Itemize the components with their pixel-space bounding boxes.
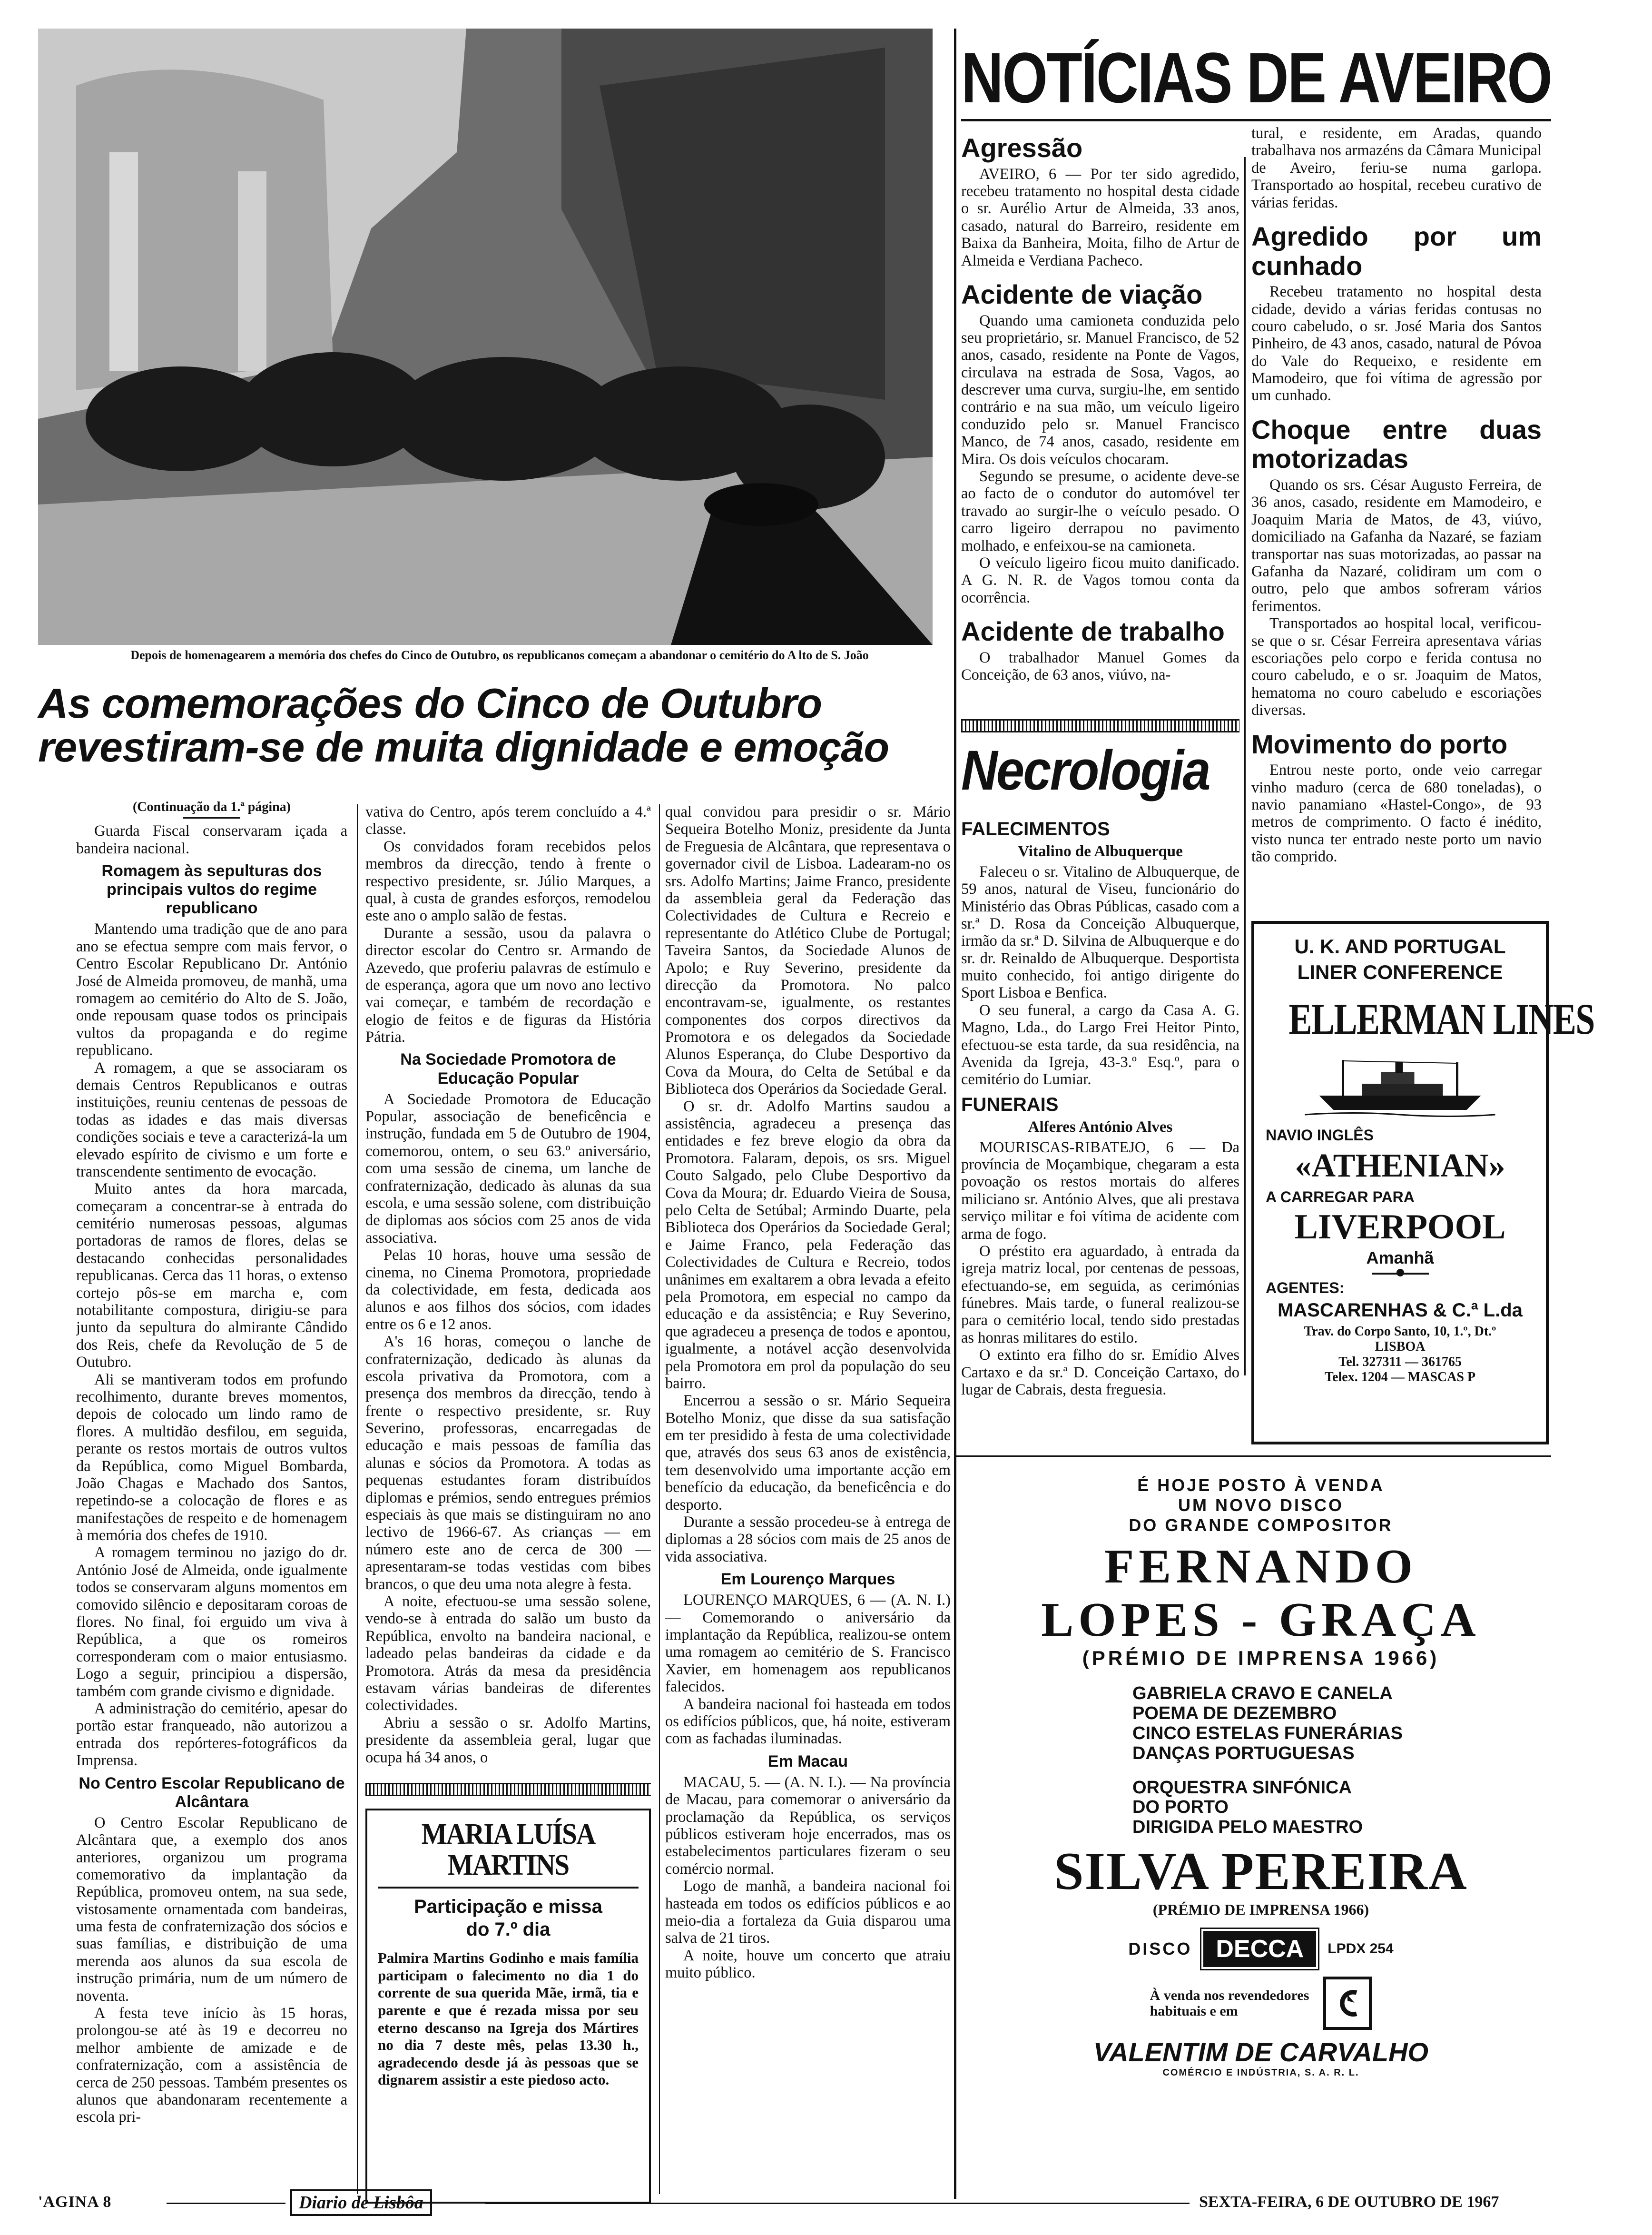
aveiro-col-2 xyxy=(1251,125,1542,905)
col2-heading-promotora: Na Sociedade Promotora de Educação Popular xyxy=(400,1050,616,1088)
paragraph: A noite, houve um concerto que atraiu muito público. xyxy=(665,1947,951,1982)
disco-ad xyxy=(971,1475,1551,2142)
footer-rule-right xyxy=(485,2203,1190,2204)
paragraph: vativa do Centro, após terem concluído a 4.ª classe. xyxy=(365,803,651,838)
headline-line-2: revestiram-se de muita dignidade e emoção xyxy=(38,723,889,771)
col1-heading-alcantara: No Centro Escolar Republicano de Alcântara xyxy=(79,1774,345,1811)
ad-when: Amanhã xyxy=(1366,1248,1434,1268)
paragraph: Muito antes da hora marcada, começaram a concentrar-se à entrada do cemitério numerosas pessoas, algumas portadoras de ramos de flores, delas se destacando conhecidas personalidades republicanas. Cerca das 11 horas, o extenso cortejo pôs-se em marcha e, com notabilitante compostura, dirigiu-se para junto da sepultura do almirante Cândido dos Reis, chefe da Revolução de 5 de Outubro. xyxy=(76,1180,347,1371)
paragraph: Os convidados foram recebidos pelos membros da direcção, tendo à frente o respectivo presidente, sr. Júlio Marques, a qual, à custa de grandes esforços, remodelou este ano o amplo salão de festas. xyxy=(365,838,651,925)
aveiro-col-1 xyxy=(961,124,1239,728)
paragraph: Recebeu tratamento no hospital desta cidade, devido a várias feridas contusas no couro cabeludo, o sr. José Maria dos Santos Pinheiro, de 43 anos, casado, natural de Póvoa do Vale do Requeixo, e residente em Mamodeiro, que foi vítima de agressão por um cunhado. xyxy=(1251,283,1542,405)
main-story-col-3 xyxy=(665,803,951,2200)
footer-rule-left xyxy=(167,2203,285,2204)
paragraph: A romagem terminou no jazigo do dr. António José de Almeida, onde igualmente todos se conservaram alguns momentos em comovido silêncio e depositaram coroas de flores. No final, foi erguido um viva à República, a que os romeiros corresponderam com o maior entusiasmo. Logo a seguir, principiou a dispersão, também com grande civismo e dignidade. xyxy=(76,1544,347,1700)
work-item: DANÇAS PORTUGUESAS xyxy=(1132,1743,1355,1763)
paragraph: O seu funeral, a cargo da Casa A. G. Magno, Lda., do Largo Frei Heitor Pinto, efectuou-se esta tarde, da sua residência, na Avenida da Igreja, 43-3.º Esq.º, para o cemitério do Lumiar. xyxy=(961,1001,1239,1088)
ad-line-2: LINER CONFERENCE xyxy=(1297,961,1503,983)
paragraph: LOURENÇO MARQUES, 6 — (A. N. I.) — Comemorando o aniversário da implantação da República, realizou-se ontem uma romagem ao cemitério de S. Francisco Xavier, em homenagem aos republicanos falecidos. xyxy=(665,1592,951,1696)
column-rule xyxy=(659,804,660,2194)
composer-last: LOPES - GRAÇA xyxy=(1041,1593,1481,1647)
aveiro-head-agredido: Agredido por um cunhado xyxy=(1251,221,1542,281)
paragraph: A romagem, a que se associaram os demais Centros Republicanos e outras instituições, reuniu centenas de pessoas de todas as idades e das mais diversas condições sociais e teve a caracterizá-la um elevado espírito de civismo e um forte e transcendente sentimento de evocação. xyxy=(76,1059,347,1180)
paragraph: Quando uma camioneta conduzida pelo seu proprietário, sr. Manuel Francisco, de 52 anos, casado, residente na Ponte de Vagos, circulava na estrada de Sosa, Vagos, ao descrever uma curva, surgiu-lhe, em sentido contrário e na sua mão, um veículo ligeiro conduzido pelo sr. Manuel Francisco Manco, de 74 anos, casado, residente em Mira. Os dois veículos chocaram. xyxy=(961,312,1239,468)
paragraph: Segundo se presume, o acidente deve-se ao facto de o condutor do automóvel ter travado ao surgir-lhe o veículo pesado. O carro ligeiro derrapou no pavimento molhado, e enfeixou-se na camioneta. xyxy=(961,468,1239,554)
aveiro-head-acidente-viacao: Acidente de viação xyxy=(961,279,1203,309)
paragraph: Transportados ao hospital local, verificou-se que o sr. César Ferreira apresentava várias escoriações pelo corpo e ferida contusa no couro cabeludo, e o sr. Joaquim de Matos, hematoma no couro cabeludo e escoriações diversas. xyxy=(1251,615,1542,719)
paragraph: Pelas 10 horas, houve uma sessão de cinema, no Cinema Promotora, propriedade da colectividade, em festa, dedicada aos alunos e aos filhos dos sócios, com idades entre os 6 e 12 anos. xyxy=(365,1246,651,1333)
ad-line-1: U. K. AND PORTUGAL xyxy=(1294,935,1506,958)
paragraph: qual convidou para presidir o sr. Mário Sequeira Botelho Moniz, presidente da Junta de Freguesia de Alcântara, que representava o governador civil de Lisboa. Ladearam-no os srs. Adolfo Martins; Jaime Franco, presidente da assembleia geral da Federação das Colectividades de Cultura e Recreio e representante do Atlético Clube de Portugal; Taveira Santos, da Sociedade Alunos de Apolo; e Ruy Severino, presidente da direcção da Promotora. No palco encontravam-se, igualmente, os restantes componentes dos corpos directivos da Promotora e os delegados da Sociedade Alunos Esperança, do Clube Desportivo da Cova da Moura, do Celta de Setúbal e da Biblioteca dos Operários da Sociedade Geral. xyxy=(665,803,951,1098)
ad-ship-name: «ATHENIAN» xyxy=(1295,1147,1505,1184)
section-rule xyxy=(956,1455,1551,1457)
disco-line-3: DO GRANDE COMPOSITOR xyxy=(1129,1515,1393,1535)
composer-first: FERNANDO xyxy=(1104,1540,1417,1593)
aveiro-head-choque: Choque entre duas motorizadas xyxy=(1251,414,1542,474)
paragraph: Quando os srs. César Augusto Ferreira, de 36 anos, casado, residente em Mamodeiro, e Joaquim Maria de Matos, de 43, viúvo, domiciliado na Gafanha da Nazaré, se faziam transportar nas suas motorizadas, ao passar na Gafanha da Nazaré, colidiram um com o outro, pelo que ambos sofreram vários ferimentos. xyxy=(1251,476,1542,615)
orchestra xyxy=(1132,1778,1551,1838)
ellerman-ad xyxy=(1251,921,1594,1444)
ad-ship-label: NAVIO INGLÊS xyxy=(1266,1127,1374,1144)
col3-heading-macau: Em Macau xyxy=(767,1752,848,1770)
ad-telex: Telex. 1204 — MASCAS P xyxy=(1324,1370,1476,1385)
disco-label-row xyxy=(971,1931,1551,1967)
orchestra-line: DO PORTO xyxy=(1132,1797,1229,1818)
necrologia-name-1: Vitalino de Albuquerque xyxy=(1018,842,1183,860)
necrologia-body xyxy=(961,819,1239,1409)
obituary-name: MARIA LUÍSA MARTINS xyxy=(421,1818,595,1882)
aveiro-head-porto: Movimento do porto xyxy=(1251,729,1508,759)
main-photo xyxy=(38,29,933,645)
paragraph: O veículo ligeiro ficou muito danificado. A G. N. R. de Vagos tomou conta da ocorrência. xyxy=(961,554,1239,606)
main-story-col-1 xyxy=(76,800,347,2199)
continuation-note: (Continuação da 1.ª página) xyxy=(132,800,291,814)
hatch-rule xyxy=(961,712,1239,740)
aveiro-col2-intro: tural, e residente, em Aradas, quando trabalhava nos armazéns da Câmara Municipal de Aveiro, feriu-se numa garlopa. Transportado ao hospital, recebeu curativo de várias feridas. xyxy=(1251,125,1542,211)
column-rule xyxy=(1244,157,1246,1375)
paragraph: O extinto era filho do sr. Emídio Alves Cartaxo e da sr.ª D. Conceição Cartaxo, do lugar de Cabrais, desta freguesia. xyxy=(961,1346,1239,1399)
paragraph: A bandeira nacional foi hasteada em todos os edifícios públicos, que, há noite, estiveram com as fachadas iluminadas. xyxy=(665,1695,951,1748)
ad-brand: ELLERMAN LINES xyxy=(1288,995,1594,1043)
ad-tel: Tel. 327311 — 361765 xyxy=(1338,1355,1462,1370)
necrologia-funerais: FUNERAIS xyxy=(961,1094,1059,1115)
paragraph: AVEIRO, 6 — Por ter sido agredido, recebeu tratamento no hospital desta cidade o sr. Aurélio Artur de Almeida, 33 anos, casado, natural do Barreiro, residente em Baixa da Banheira, Moita, filho de Artur de Almeida e Verdiana Pacheco. xyxy=(961,165,1239,269)
paragraph: Mantendo uma tradição que de ano para ano se efectua sempre com mais fervor, o Centro Escolar Republicano Dr. António José de Almeida promoveu, de manhã, uma romagem ao cemitério do Alto de S. João, onde repousam quase todos os principais vultos da propaganda e do regime republicano. xyxy=(76,920,347,1059)
col3-heading-lourenco: Em Lourenço Marques xyxy=(720,1570,895,1589)
ad-divider-icon xyxy=(1372,1273,1429,1275)
section-rule xyxy=(954,29,956,2199)
headline-line-1: As comemorações do Cinco de Outubro xyxy=(38,680,822,727)
paragraph: O trabalhador Manuel Gomes da Conceição, de 63 anos, viúvo, na- xyxy=(961,649,1239,684)
ship-icon xyxy=(1280,1050,1520,1122)
store-subtitle: COMÉRCIO E INDÚSTRIA, S. A. R. L. xyxy=(1162,2067,1359,2078)
column-rule xyxy=(357,804,358,2194)
ad-destination: LIVERPOOL xyxy=(1294,1207,1506,1246)
paragraph: MOURISCAS-RIBATEJO, 6 — Da província de Moçambique, chegaram a esta povoação os restos mortais do alferes miliciano sr. António Alves, que ali prestava serviço militar e foi vítima de acidente com arma de fogo. xyxy=(961,1138,1239,1243)
orchestra-line: ORQUESTRA SINFÓNICA xyxy=(1132,1777,1352,1798)
necrologia-name-2: Alferes António Alves xyxy=(1028,1118,1173,1136)
paper-name: Diario de Lisbôa xyxy=(290,2189,432,2216)
sale-line-2: habituais e em xyxy=(1150,2003,1238,2019)
paragraph: Abriu a sessão o sr. Adolfo Martins, presidente da assembleia geral, lugar que ocupa há 34 anos, o xyxy=(365,1714,651,1766)
necrologia-title: Necrologia xyxy=(961,739,1210,802)
ad-agents: AGENTES: xyxy=(1266,1279,1345,1297)
paragraph: A noite, efectuou-se uma sessão solene, vendo-se à entrada do salão um busto da República, envolto na bandeira nacional, e ladeado pelas bandeiras da cidade e da Promotora. Atrás da mesa da presidência estavam várias bandeiras de diferentes colectividades. xyxy=(365,1592,651,1714)
aveiro-head-agressao: Agressão xyxy=(961,133,1083,163)
paragraph: Logo de manhã, a bandeira nacional foi hasteada em todos os edifícios públicos e ao meio-dia a fortaleza da Guia disparou uma salva de 21 tiros. xyxy=(665,1878,951,1947)
page-number: 'AGINA 8 xyxy=(38,2193,112,2211)
paragraph: A festa teve início às 15 horas, prolongou-se até às 19 e decorreu no melhor ambiente de amizade e de confraternização, com a assistência de cerca de 250 pessoas. Também presentes os alunos que abandonaram recentemente a escola pri- xyxy=(76,2005,347,2126)
paragraph: Entrou neste porto, onde veio carregar vinho maduro (cerca de 680 toneladas), o navio panamiano «Hastel-Congo», de 93 metros de comprimento. O facto é inédito, visto nunca ter entrado neste porto um navio tão comprido. xyxy=(1251,761,1542,866)
col1-intro: Guarda Fiscal conservaram içada a bandeira nacional. xyxy=(76,822,347,857)
aveiro-head-acidente-trabalho: Acidente de trabalho xyxy=(961,616,1225,647)
ad-city: LISBOA xyxy=(1375,1339,1426,1355)
paragraph: A Sociedade Promotora de Educação Popular, associação de beneficência e instrução, fundada em 5 de Outubro de 1904, comemorou, ontem, o seu 63.º aniversário, com uma sessão de cinema, um lanche de confraternização, dedicado às alunas da sua escola, e uma sessão solene, com distribuição de diplomas aos sócios com 25 anos de vida associativa. xyxy=(365,1090,651,1246)
ad-loading: A CARREGAR PARA xyxy=(1266,1188,1415,1206)
catalog-number: LPDX 254 xyxy=(1328,1941,1394,1957)
orchestra-line: DIRIGIDA PELO MAESTRO xyxy=(1132,1817,1363,1838)
col1-heading-romagem: Romagem às sepulturas dos principais vultos do regime republicano xyxy=(101,862,322,918)
photo-caption: Depois de homenagearem a memória dos chefes do Cinco de Outubro, os republicanos começam a abandonar o cemitério do A lto de S. João xyxy=(130,648,869,662)
obituary-box xyxy=(365,1809,651,2204)
paragraph: A administração do cemitério, apesar do portão estar franqueado, não autorizou a entrada dos repórteres-fotográficos da Imprensa. xyxy=(76,1700,347,1770)
paragraph: O préstito era aguardado, à entrada da igreja matriz local, por centenas de pessoas, efectuando-se, em seguida, as cerimónias fúnebres. Mais tarde, o funeral realizou-se para o cemitério local, tendo sido prestadas as honras militares do estilo. xyxy=(961,1242,1239,1346)
obituary-subtitle: Participação e missa do 7.º dia xyxy=(414,1896,602,1940)
paragraph: Durante a sessão, usou da palavra o director escolar do Centro sr. Armando de Azevedo, que proferiu palavras de estímulo e de esperança, agora que um novo ano lectivo vai começar, e também de recordação e elogio de feitos e de figuras da História Pátria. xyxy=(365,924,651,1046)
paragraph: Durante a sessão procedeu-se à entrega de diplomas a 28 sócios com mais de 25 anos de vida associativa. xyxy=(665,1513,951,1565)
masthead-rule xyxy=(961,119,1551,121)
paragraph: Ali se mantiveram todos em profundo recolhimento, durante breves momentos, depois de colocado um lindo ramo de flores. A multidão desfilou, em seguida, perante os restos mortais de outros vultos da República, como Miguel Bombarda, João Chagas e Machado dos Santos, repetindo-se a colocação de flores e as manifestações de respeito e de homenagem à memória dos chefes de 1910. xyxy=(76,1371,347,1544)
issue-date: SEXTA-FEIRA, 6 DE OUTUBRO DE 1967 xyxy=(1199,2193,1499,2211)
aveiro-masthead: NOTÍCIAS DE AVEIRO xyxy=(961,38,1552,118)
conductor: SILVA PEREIRA xyxy=(1054,1841,1468,1901)
hatch-rule xyxy=(365,1775,651,1804)
paragraph: O Centro Escolar Republicano de Alcântara que, a exemplo dos anos anteriores, organizou um programa comemorativo da implantação da República, promoveu ontem, na sua sede, vistosamente ornamentada com bandeiras, uma festa de confraternização dos sócios e suas famílias, e distribuição de uma merenda aos alunos da sua escola de instrução primária, num de um número de noventa. xyxy=(76,1814,347,2005)
sale-line-1: À venda nos revendedores xyxy=(1150,1988,1309,2004)
decca-logo: DECCA xyxy=(1203,1931,1316,1967)
obituary-text: Palmira Martins Godinho e mais família participam o falecimento no dia 1 do corrente de sua querida Mãe, irmã, tia e parente e que é rezada missa por seu eterno descanso na Igreja dos Mártires no dia 7 deste mês, pelas 13.30 h., agradecendo desde já às pessoas que se dignarem assistir a este piedoso acto. xyxy=(378,1949,639,2088)
footer xyxy=(38,2189,1561,2218)
conductor-prize: (PRÉMIO DE IMPRENSA 1966) xyxy=(1152,1901,1369,1919)
disco-line-1: É HOJE POSTO À VENDA xyxy=(1137,1475,1385,1495)
composer-prize: (PRÉMIO DE IMPRENSA 1966) xyxy=(1082,1647,1440,1670)
vc-logo-icon xyxy=(1323,1977,1372,2030)
store-name: VALENTIM DE CARVALHO xyxy=(1093,2037,1429,2067)
paragraph: O sr. dr. Adolfo Martins saudou a assistência, agradeceu a presença das entidades e fez breve elogio da obra da Promotora. Falaram, depois, os srs. Miguel Couto Salgado, pelo Clube Desportivo da Cova da Moura; dr. Eduardo Vieira de Sousa, pelo Celta de Setúbal; Armindo Duarte, pela Biblioteca dos Operários da Sociedade Geral; e Jaime Franco, pela Federação das Colectividades de Cultura e Recreio, todos unânimes em exaltarem a obra levada a efeito pela Promotora, em especial no campo da educação e da assistência; e Ruy Severino, que agradeceu a presença de todos e apontou, igualmente, a notável acção desenvolvida pela Promotora em prol da população do seu bairro. xyxy=(665,1098,951,1392)
ad-address: Trav. do Corpo Santo, 10, 1.º, Dt.º xyxy=(1304,1324,1496,1339)
paragraph: A's 16 horas, começou o lanche de confraternização, dedicado às alunas da escola privativa da Promotora, com a presença dos membros da direcção, tendo à frente o respectivo presidente, sr. Ruy Severino, professoras, encarregadas de educação e mais pessoas de família das alunas e sócios da Promotora. A todas as pequenas estudantes foram distribuídos diplomas e prémios, sendo entregues prémios especiais às que mais se distinguiram no ano lectivo de 1966-67. As crianças — em número este ano de cerca de 300 — apresentaram-se todas vestidas com bibes brancos, o que deu uma nota alegre à festa. xyxy=(365,1333,651,1593)
main-headline xyxy=(38,682,942,770)
paragraph: MACAU, 5. — (A. N. I.). — Na província de Macau, para comemorar o aniversário da proclamação da República, os serviços públicos estiveram hoje encerrados, mas os estabelecimentos particulares fizeram o seu comércio normal. xyxy=(665,1773,951,1878)
works-list xyxy=(1132,1684,1551,1763)
ship-illustration xyxy=(1280,1050,1520,1122)
paragraph: Faleceu o sr. Vitalino de Albuquerque, de 59 anos, natural de Viseu, funcionário do Ministério das Obras Públicas, casado com a sr.ª D. Rosa da Conceição Albuquerque, irmão da sr.ª D. Silvina de Albuquerque e do sr. dr. Reinaldo de Albuquerque. Desportista muito conhecido, foi antigo dirigente do Sport Lisboa e Benfica. xyxy=(961,863,1239,1002)
divider xyxy=(183,817,240,819)
necrologia-falecimentos: FALECIMENTOS xyxy=(961,819,1110,840)
disco-line-2: UM NOVO DISCO xyxy=(1178,1495,1344,1515)
sale-block xyxy=(971,1977,1551,2030)
work-item: POEMA DE DEZEMBRO xyxy=(1132,1703,1337,1724)
disco-word: DISCO xyxy=(1128,1939,1192,1959)
divider xyxy=(378,1887,639,1889)
ad-agent-name: MASCARENHAS & C.ª L.da xyxy=(1278,1300,1523,1321)
paragraph: Encerrou a sessão o sr. Mário Sequeira Botelho Moniz, que disse da sua satisfação em ter presidido à festa de uma colectividade que, através dos seus 63 anos de existência, tem desenvolvido uma importante acção em benefício da educação, da beneficência e do desporto. xyxy=(665,1392,951,1513)
work-item: CINCO ESTELAS FUNERÁRIAS xyxy=(1132,1723,1403,1743)
work-item: GABRIELA CRAVO E CANELA xyxy=(1132,1683,1393,1704)
main-story-col-2 xyxy=(365,803,651,1770)
